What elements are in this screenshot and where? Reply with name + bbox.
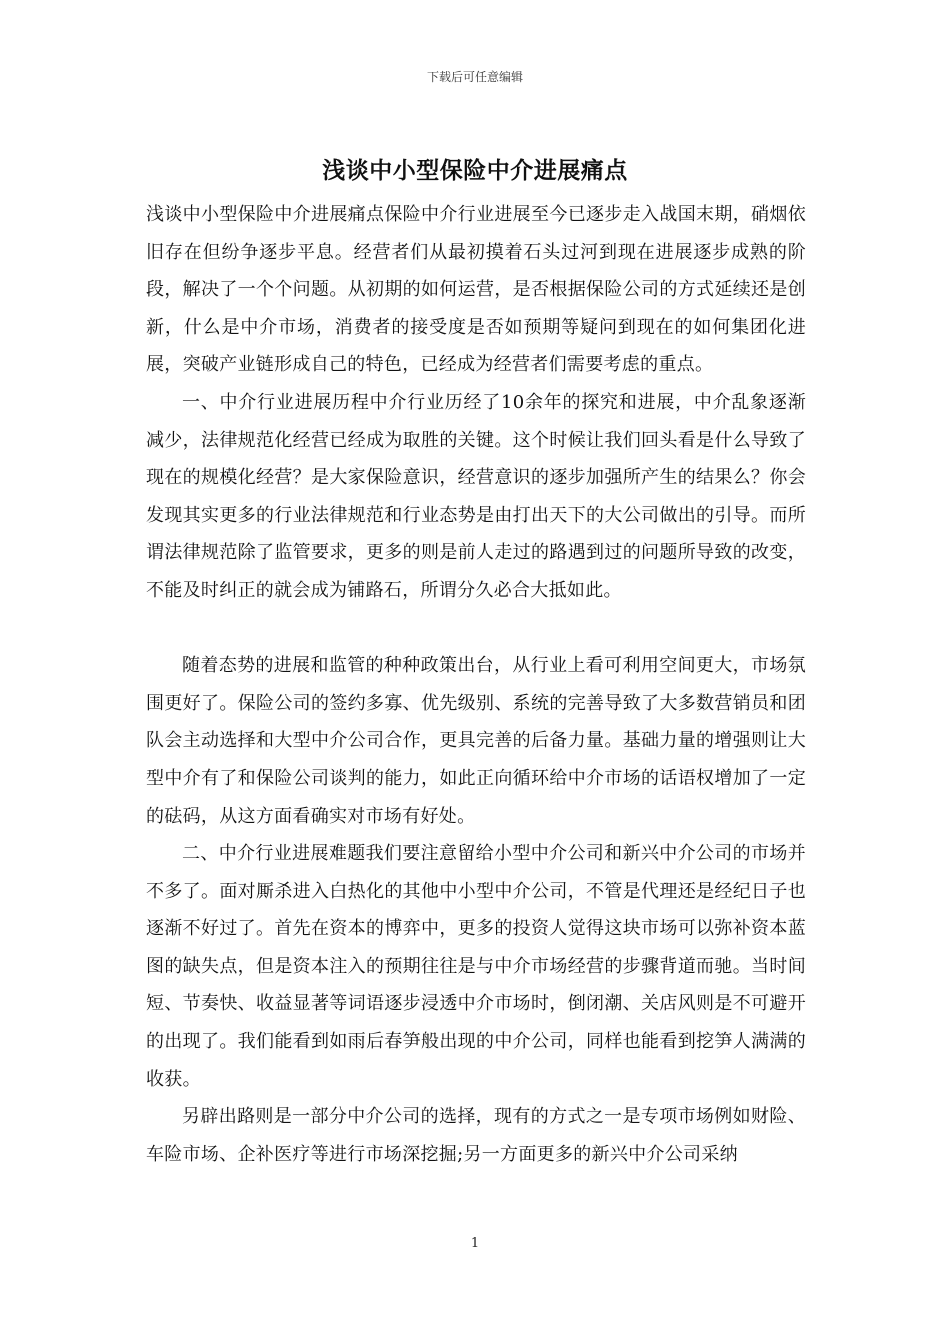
paragraph-new-path: 另辟出路则是一部分中介公司的选择，现有的方式之一是专项市场例如财险、车险市场、企补医疗等进行市场深挖掘;另一方面更多的新兴中介公司采纳 <box>146 1106 806 1165</box>
paragraph-challenges: 二、中介行业进展难题我们要注意留给小型中介公司和新兴中介公司的市场并不多了。面对厮杀进入白热化的其他中小型中介公司，不管是代理还是经纪日子也逐渐不好过了。首先在资本的博弈中，更多的投资人觉得这块市场可以弥补资本蓝图的缺失点，但是资本注入的预期往往是与中介市场经营的步骤背道而驰。当时间短、节奏快、收益显著等词语逐步浸透中介市场时，倒闭潮、关店风则是不可避开的出现了。我们能看到如雨后春笋般出现的中介公司，同样也能看到挖笋人满满的收获。 <box>146 843 806 1090</box>
paragraph-intro: 浅谈中小型保险中介进展痛点保险中介行业进展至今已逐步走入战国末期，硝烟依旧存在但纷争逐步平息。经营者们从最初摸着石头过河到现在进展逐步成熟的阶段，解决了一个个问题。从初期的如何运营，是否根据保险公司的方式延续还是创新，什么是中介市场，消费者的接受度是否如预期等疑问到现在的如何集团化进展，突破产业链形成自己的特色，已经成为经营者们需要考虑的重点。 <box>146 204 806 376</box>
header-note: 下载后可任意编辑 <box>426 70 523 84</box>
paragraph-spacer <box>146 610 806 648</box>
document-body <box>146 196 806 1173</box>
paragraph-trend: 随着态势的进展和监管的种种政策出台，从行业上看可利用空间更大，市场氛围更好了。保险公司的签约多寡、优先级别、系统的完善导致了大多数营销员和团队会主动选择和大型中介公司合作，更具完善的后备力量。基础力量的增强则让大型中介有了和保险公司谈判的能力，如此正向循环给中介市场的话语权增加了一定的砝码，从这方面看确实对市场有好处。 <box>146 655 806 827</box>
page-number: 1 <box>470 1236 480 1251</box>
paragraph-history: 一、中介行业进展历程中介行业历经了10余年的探究和进展，中介乱象逐渐减少，法律规范化经营已经成为取胜的关键。这个时候让我们回头看是什么导致了现在的规模化经营？是大家保险意识，经营意识的逐步加强所产生的结果么？你会发现其实更多的行业法律规范和行业态势是由打出天下的大公司做出的引导。而所谓法律规范除了监管要求，更多的则是前人走过的路遇到过的问题所导致的改变，不能及时纠正的就会成为铺路石，所谓分久必合大抵如此。 <box>146 391 806 601</box>
document-title: 浅谈中小型保险中介进展痛点 <box>322 158 628 184</box>
